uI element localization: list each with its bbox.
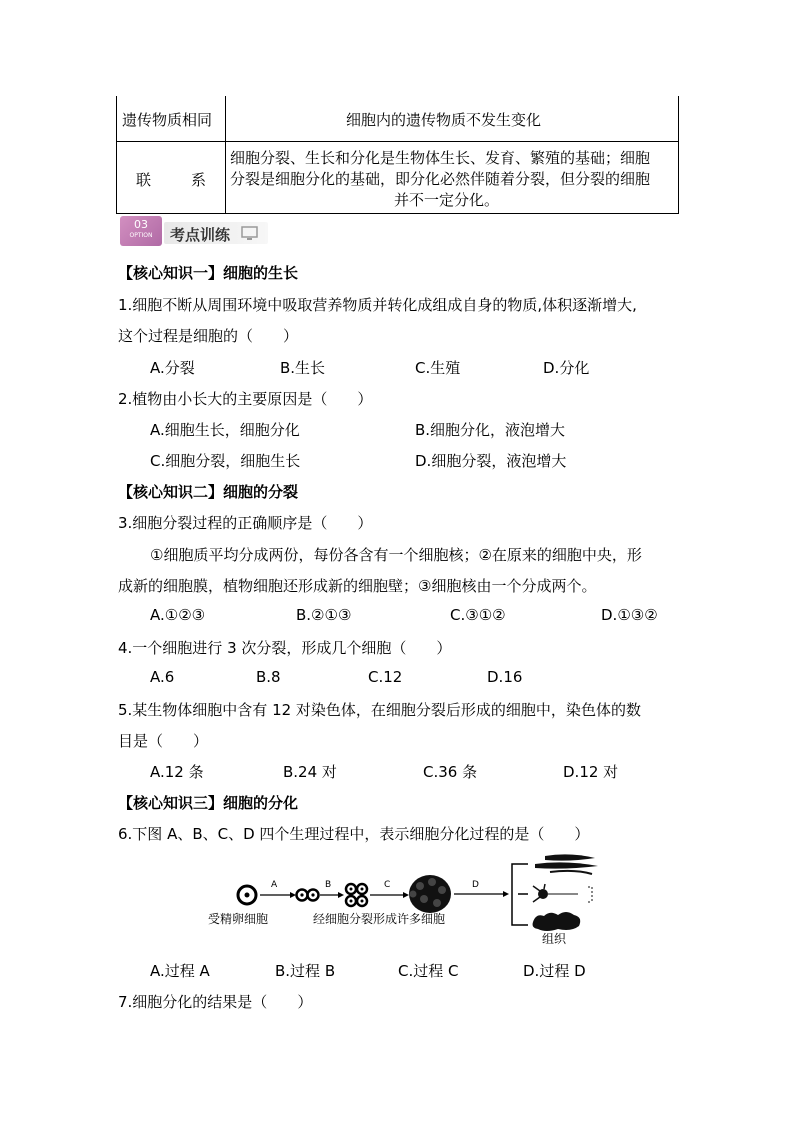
q5-option-a: A.12 条 — [150, 763, 204, 781]
q5-line2: 目是（ ） — [118, 732, 209, 750]
q2-text: 2.植物由小长大的主要原因是（ ） — [118, 390, 373, 408]
section-heading-1: 【核心知识一】细胞的生长 — [118, 264, 299, 282]
q3-line1: ①细胞质平均分成两份，每份各含有一个细胞核；②在原来的细胞中央，形 — [150, 546, 642, 564]
row1-label: 遗传物质相同 — [122, 111, 213, 129]
q3-option-d: D.①③② — [601, 606, 658, 624]
q6-option-d: D.过程 D — [523, 962, 586, 980]
q1-option-b: B.生长 — [280, 359, 326, 377]
q3-text: 3.细胞分裂过程的正确顺序是（ ） — [118, 514, 373, 532]
q3-line2: 成新的细胞膜，植物细胞还形成新的细胞壁；③细胞核由一个分成两个。 — [118, 577, 597, 595]
q2-option-b: B.细胞分化，液泡增大 — [415, 421, 566, 439]
q3-option-c: C.③①② — [450, 606, 506, 624]
q6-option-c: C.过程 C — [398, 962, 459, 980]
row2-line1: 细胞分裂、生长和分化是生物体生长、发育、繁殖的基础；细胞 — [230, 149, 651, 167]
cell-mass — [409, 875, 451, 913]
epithelial-tissue — [533, 912, 581, 931]
row1-content: 细胞内的遗传物质不发生变化 — [346, 111, 542, 129]
caption-tissue: 组织 — [542, 932, 567, 946]
label-c: C — [384, 880, 391, 890]
q2-option-c: C.细胞分裂，细胞生长 — [150, 452, 301, 470]
q1-option-c: C.生殖 — [415, 359, 461, 377]
q2-option-a: A.细胞生长，细胞分化 — [150, 421, 300, 439]
q6-option-b: B.过程 B — [275, 962, 336, 980]
q6-text: 6.下图 A、B、C、D 四个生理过程中，表示细胞分化过程的是（ ） — [118, 825, 590, 843]
q1-line2: 这个过程是细胞的（ ） — [118, 327, 299, 345]
q6-option-a: A.过程 A — [150, 962, 210, 980]
q4-option-a: A.6 — [150, 668, 175, 686]
row2-line2: 分裂是细胞分化的基础，即分化必然伴随着分裂，但分裂的细胞 — [230, 170, 651, 188]
q1-option-a: A.分裂 — [150, 359, 195, 377]
banner-number: 03 — [134, 218, 148, 231]
tissue-bracket — [512, 864, 518, 925]
caption-division: 经细胞分裂形成许多细胞 — [313, 912, 446, 926]
section-banner — [120, 216, 270, 250]
comparison-table — [116, 96, 679, 214]
four-cell-stage — [346, 884, 367, 906]
q5-option-b: B.24 对 — [283, 763, 337, 781]
banner-title: 考点训练 — [170, 226, 231, 244]
zygote-nucleus — [245, 893, 250, 898]
q7-text: 7.细胞分化的结果是（ ） — [118, 993, 313, 1011]
q4-option-d: D.16 — [487, 668, 523, 686]
q4-option-c: C.12 — [368, 668, 403, 686]
q4-option-b: B.8 — [256, 668, 281, 686]
q2-option-d: D.细胞分裂，液泡增大 — [415, 452, 567, 470]
q3-option-a: A.①②③ — [150, 606, 206, 624]
q1-line1: 1.细胞不断从周围环境中吸取营养物质并转化成组成自身的物质,体积逐渐增大, — [118, 296, 637, 314]
label-d: D — [472, 880, 479, 890]
banner-badge — [120, 216, 162, 246]
nerve-cell — [533, 884, 592, 902]
q5-option-d: D.12 对 — [563, 763, 619, 781]
row2-label-right: 系 — [191, 171, 207, 189]
q4-text: 4.一个细胞进行 3 次分裂，形成几个细胞（ ） — [118, 639, 452, 657]
cell-differentiation-figure — [200, 850, 610, 950]
banner-sub: OPTION — [129, 232, 153, 239]
q5-option-c: C.36 条 — [423, 763, 478, 781]
section-heading-2: 【核心知识二】细胞的分裂 — [118, 483, 299, 501]
q1-option-d: D.分化 — [543, 359, 590, 377]
label-a: A — [271, 880, 278, 890]
label-b: B — [325, 880, 332, 890]
q5-line1: 5.某生物体细胞中含有 12 对染色体，在细胞分裂后形成的细胞中，染色体的数 — [118, 701, 641, 719]
caption-zygote: 受精卵细胞 — [208, 912, 269, 926]
q3-option-b: B.②①③ — [296, 606, 352, 624]
row2-line3: 并不一定分化。 — [394, 191, 500, 209]
muscle-tissue — [535, 854, 598, 874]
row2-label-left: 联 — [136, 171, 152, 189]
section-heading-3: 【核心知识三】细胞的分化 — [118, 794, 299, 812]
monitor-icon — [241, 226, 259, 242]
